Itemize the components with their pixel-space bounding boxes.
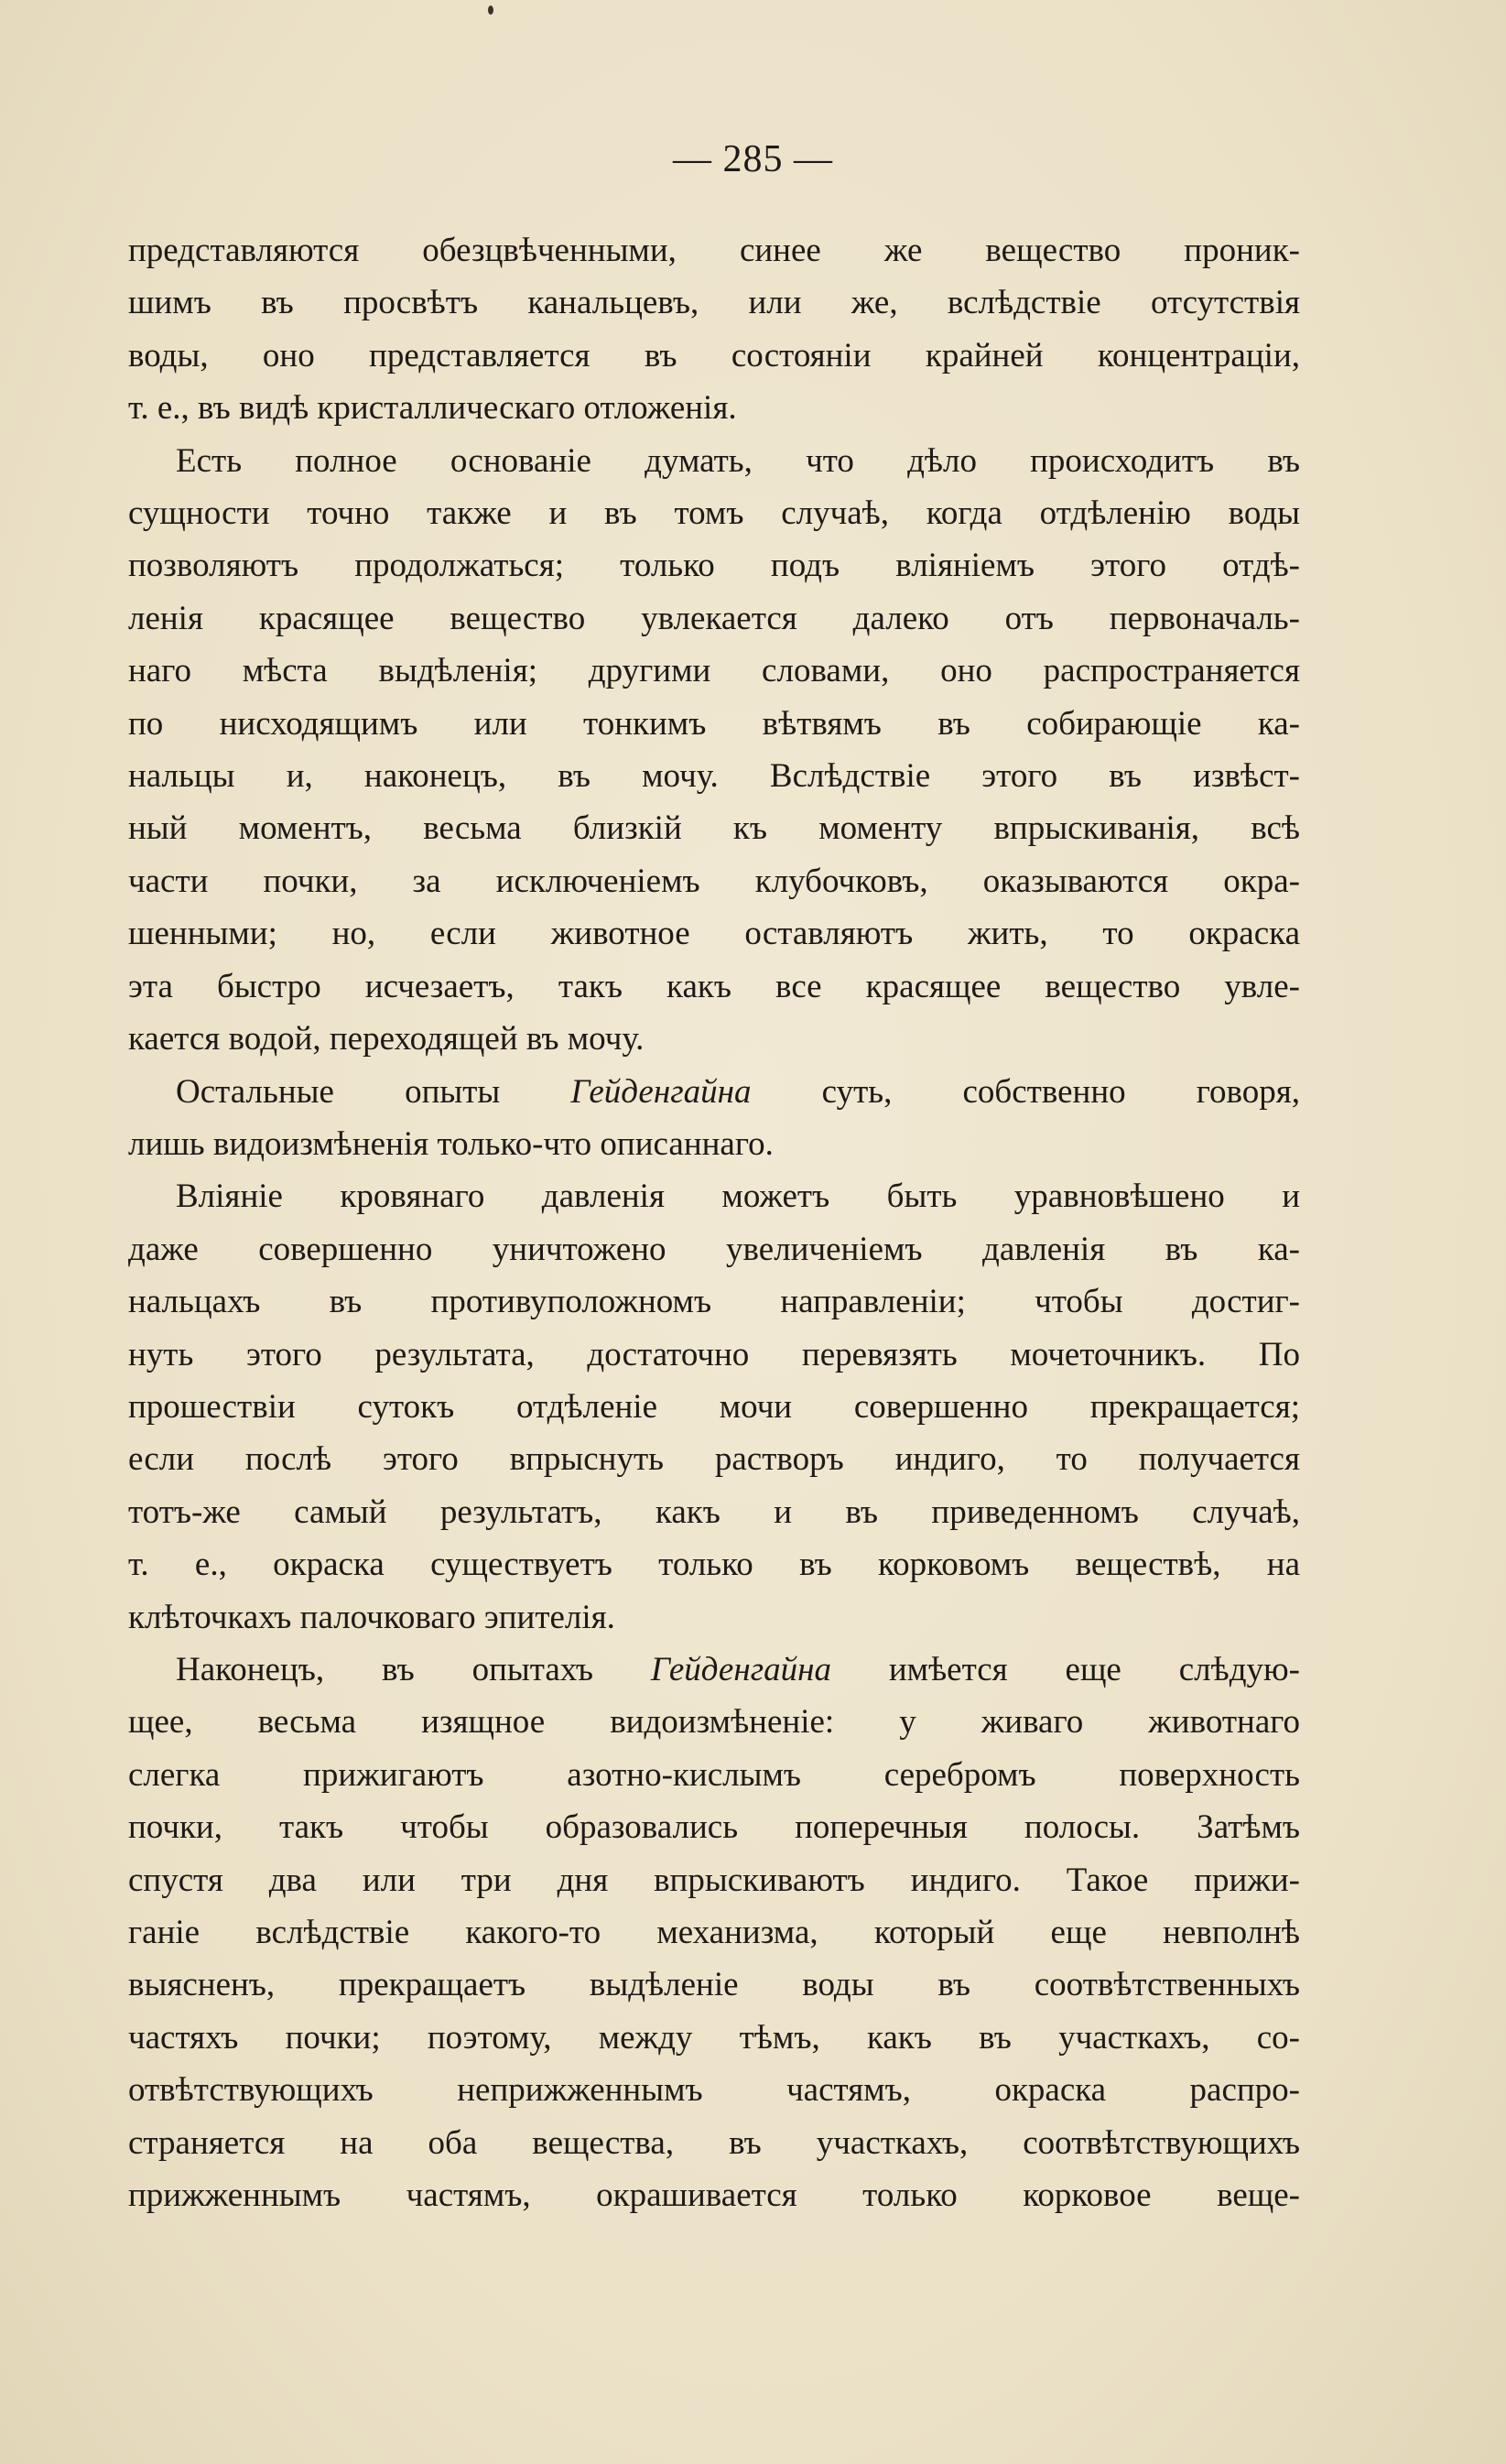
text-line: лишь видоизмѣненія только-что описаннаго.: [128, 1124, 774, 1163]
text-line: почки, такъ чтобы образовались поперечныя полосы. Затѣмъ: [128, 1808, 1300, 1847]
text-line: [128, 1644, 1300, 1696]
text-line: воды, оно представляется въ состояніи крайней концентраціи,: [128, 336, 1300, 374]
text-line: ный моментъ, весьма близкій къ моменту впрыскиванія, всѣ: [128, 809, 1300, 848]
paragraph: [128, 435, 1300, 1066]
paragraph: [128, 1644, 1300, 2221]
text-line: страняется на оба вещества, въ участкахъ, соотвѣтствующихъ: [128, 2123, 1300, 2162]
text-line: слегка прижигаютъ азотно-кислымъ серебромъ поверхность: [128, 1755, 1300, 1794]
text-segment: Наконецъ, въ опытахъ: [176, 1650, 651, 1688]
text-line: прошествіи сутокъ отдѣленіе мочи совершенно прекращается;: [128, 1387, 1300, 1426]
text-line: Есть полное основаніе думать, что дѣло происходитъ въ: [176, 441, 1300, 480]
text-line: спустя два или три дня впрыскиваютъ индиго. Такое прижи-: [128, 1861, 1300, 1899]
text-line: выясненъ, прекращаетъ выдѣленіе воды въ соотвѣтственныхъ: [128, 1966, 1300, 2004]
text-line: ленія красящее вещество увлекается далеко отъ первоначаль-: [128, 599, 1300, 637]
text-line: нуть этого результата, достаточно перевязять мочеточникъ. По: [128, 1335, 1300, 1373]
paragraph: [128, 1066, 1300, 1171]
text-line: Вліяніе кровянаго давленія можетъ быть уравновѣшено и: [176, 1178, 1300, 1216]
ink-speck: [488, 5, 493, 15]
text-line: т. е., окраска существуетъ только въ корковомъ веществѣ, на: [128, 1546, 1300, 1584]
text-line: клѣточкахъ палочковаго эпителія.: [128, 1598, 615, 1636]
text-line: если послѣ этого впрыснуть растворъ индиго, то получается: [128, 1440, 1300, 1479]
text-line: части почки, за исключеніемъ клубочковъ, оказываются окра-: [128, 862, 1300, 900]
text-line: даже совершенно уничтожено увеличеніемъ давленія въ ка-: [128, 1230, 1300, 1268]
text-line: по нисходящимъ или тонкимъ вѣтвямъ въ собирающіе ка-: [128, 704, 1300, 743]
text-line: представляются обезцвѣченными, синее же вещество проник-: [128, 232, 1300, 269]
text-line: шимъ въ просвѣтъ канальцевъ, или же, вслѣдствіе отсутствія: [128, 284, 1300, 322]
text-segment: Остальные опыты: [176, 1072, 571, 1111]
text-line: тотъ-же самый результатъ, какъ и въ приведенномъ случаѣ,: [128, 1493, 1300, 1531]
text-line: нальцы и, наконецъ, въ мочу. Вслѣдствіе этого въ извѣст-: [128, 757, 1300, 796]
text-line: сущности точно также и въ томъ случаѣ, когда отдѣленію воды: [128, 494, 1300, 533]
author-name: Гейденгайна: [650, 1650, 831, 1688]
author-name: Гейденгайна: [570, 1072, 752, 1111]
text-line: позволяютъ продолжаться; только подъ вліяніемъ этого отдѣ-: [128, 547, 1300, 585]
text-line: [128, 1066, 1300, 1118]
text-line: частяхъ почки; поэтому, между тѣмъ, какъ въ участкахъ, со-: [128, 2018, 1300, 2057]
text-line: шенными; но, если животное оставляютъ жить, то окраска: [128, 915, 1300, 953]
text-segment: суть, собственно говоря,: [751, 1072, 1300, 1111]
page-number: — 285 —: [673, 138, 833, 180]
text-line: т. е., въ видѣ кристаллическаго отложенія.: [128, 389, 737, 428]
text-line: ганіе вслѣдствіе какого-то механизма, который еще невполнѣ: [128, 1914, 1300, 1951]
text-line: отвѣтствующихъ неприжженнымъ частямъ, окраска распро-: [128, 2071, 1300, 2110]
text-line: нальцахъ въ противуположномъ направленіи; чтобы достиг-: [128, 1283, 1300, 1321]
text-line: кается водой, переходящей въ мочу.: [128, 1020, 645, 1058]
text-line: щее, весьма изящное видоизмѣненіе: у живаго животнаго: [128, 1703, 1300, 1742]
paragraph: [128, 224, 1300, 435]
text-line: прижженнымъ частямъ, окрашивается только корковое веще-: [128, 2176, 1300, 2215]
text-line: наго мѣста выдѣленія; другими словами, оно распространяется: [128, 652, 1300, 690]
text-segment: имѣется еще слѣдую-: [830, 1650, 1300, 1688]
paragraph: [128, 1170, 1300, 1644]
text-line: эта быстро исчезаетъ, такъ какъ все красящее вещество увле-: [128, 967, 1300, 1005]
body-text: [128, 224, 1300, 2221]
